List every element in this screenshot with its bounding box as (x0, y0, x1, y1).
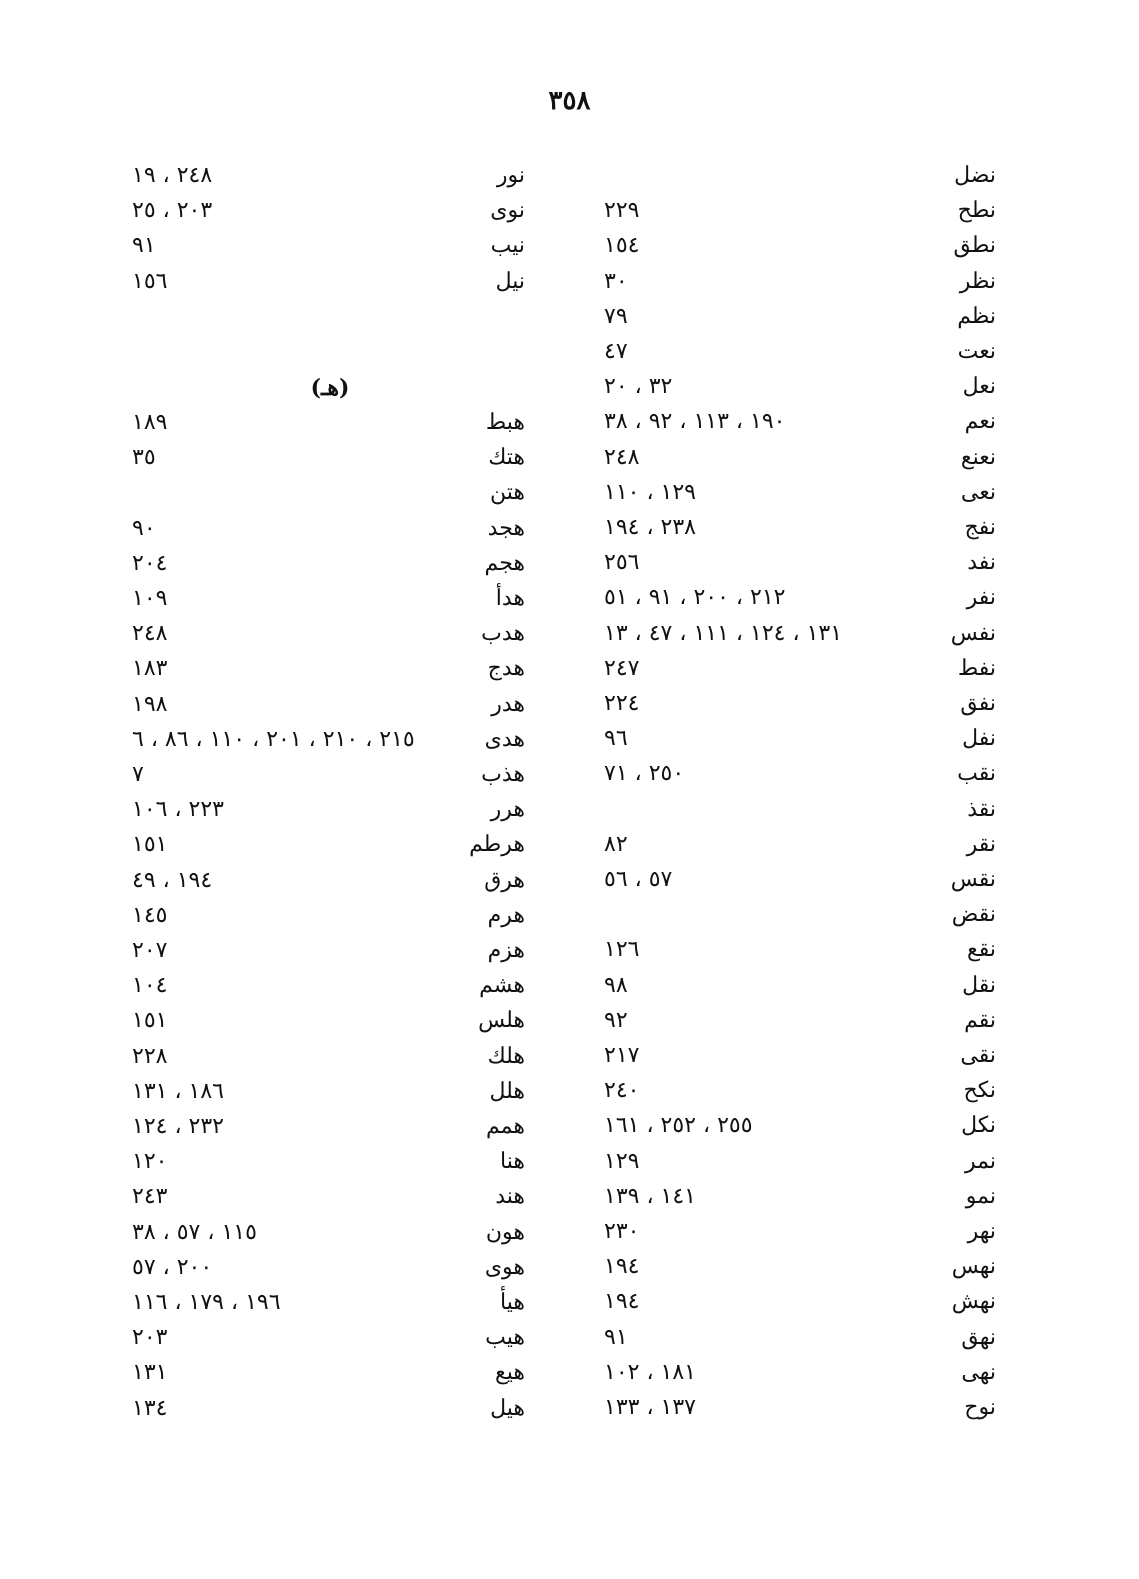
index-page-refs: ١٤٥ (132, 902, 168, 928)
index-root: هرم (487, 902, 525, 928)
index-root: نعى (960, 479, 996, 505)
index-page-refs: ٣٥ (132, 445, 156, 471)
index-root: هتن (490, 480, 525, 506)
index-page-refs: ٢٥٦ (604, 550, 640, 576)
index-root: نيل (495, 268, 525, 294)
index-root: هلل (489, 1078, 525, 1104)
index-page-refs: ٩١ (132, 233, 156, 259)
index-page-refs: ١٣١ (132, 1360, 168, 1386)
index-page-refs: ٢٠٤ (132, 550, 168, 576)
index-page-refs: ٢٥٠ ، ٧١ (604, 761, 685, 787)
index-page-refs: ٩٨ (604, 972, 628, 998)
index-page-refs: ٩٠ (132, 515, 156, 541)
index-page-refs (132, 475, 462, 511)
index-page-refs: ٢٥٥ ، ٢٥٢ ، ١٦١ (604, 1113, 753, 1139)
index-root: هجد (487, 515, 525, 541)
index-root: نمر (965, 1148, 996, 1174)
index-root: هون (485, 1219, 525, 1245)
index-root: نفل (962, 726, 996, 752)
index-root: نقض (951, 902, 996, 928)
index-page-refs: ٩٦ (604, 726, 628, 752)
index-page-refs: ١٣٤ (132, 1395, 168, 1421)
index-page-refs (604, 158, 904, 194)
index-page-refs: ٢٢٣ ، ١٠٦ (132, 797, 224, 823)
index-root: نور (496, 163, 525, 188)
index-root: نقس (950, 867, 996, 892)
index-page-refs: ١٢٦ (604, 937, 640, 963)
index-page-refs: ١١٥ ، ٥٧ ، ٣٨ (132, 1219, 257, 1245)
index-page-refs: ٢٤٧ (604, 655, 640, 681)
index-root: نعت (957, 339, 996, 364)
index-page-refs: ١٨٦ ، ١٣١ (132, 1078, 224, 1104)
index-root: نقى (960, 1043, 996, 1068)
index-root: نفط (957, 655, 996, 681)
index-root: نقل (962, 972, 996, 998)
index-page-refs: ٢٤٨ (604, 444, 640, 470)
index-root: هدر (491, 691, 525, 717)
index-page-refs: ٢٠٣ ، ٢٥ (132, 198, 213, 224)
index-page-refs: ٩١ (604, 1324, 628, 1350)
index-page-refs: ١٨٣ (132, 656, 168, 682)
index-root: نعنع (960, 444, 996, 470)
index-root: هوى (484, 1254, 525, 1280)
index-page-refs: ٢٣٢ ، ١٢٤ (132, 1114, 224, 1139)
index-page-refs: ٢٤٣ (132, 1184, 168, 1210)
index-page-refs: ١٨١ ، ١٠٢ (604, 1359, 696, 1385)
index-root: نهر (967, 1219, 996, 1244)
index-page-refs: ٢٠٠ ، ٥٧ (132, 1254, 213, 1280)
index-root: هدى (484, 726, 525, 752)
index-root: هدأ (495, 586, 525, 611)
index-root: هلك (487, 1043, 525, 1069)
index-root: نيب (490, 233, 525, 259)
index-root: نعل (962, 374, 996, 400)
index-page-refs: ٤٧ (604, 339, 628, 364)
index-page-refs: ١٥٦ (132, 268, 168, 294)
index-root: هزم (487, 938, 525, 963)
index-page-refs: ٢١٧ (604, 1043, 640, 1068)
index-root: نضل (954, 163, 996, 188)
index-root: نفر (966, 585, 996, 611)
index-root: هنا (500, 1149, 525, 1175)
index-root: نفس (950, 620, 996, 646)
index-root: هدب (481, 621, 525, 647)
index-page-refs: ٧٩ (604, 303, 628, 329)
index-root: هيل (490, 1395, 525, 1421)
index-root: نهش (951, 1289, 996, 1315)
index-root: نعم (964, 409, 996, 435)
index-root: هذب (481, 762, 525, 787)
index-page-refs: ٢٢٨ (132, 1043, 168, 1069)
index-page-refs: ١٩٤ ، ٤٩ (132, 867, 213, 893)
index-page-refs: ٢٠٣ (132, 1325, 168, 1351)
index-root: نهى (961, 1359, 996, 1385)
index-page-refs: ٢٤٨ (132, 621, 168, 647)
index-root: نطق (953, 233, 996, 259)
index-root: هرطم (469, 832, 525, 858)
index-page-refs: ٣٠ (604, 268, 628, 294)
index-root: هند (495, 1184, 525, 1210)
index-root: هيع (495, 1360, 525, 1386)
index-root: نهق (961, 1324, 996, 1350)
index-page-refs: ١٣٧ ، ١٣٣ (604, 1395, 696, 1420)
index-root: هيب (485, 1325, 525, 1351)
index-page-refs: ١٩٤ (604, 1254, 640, 1280)
index-page-refs: ١٩٠ ، ١١٣ ، ٩٢ ، ٣٨ (604, 409, 786, 435)
index-page-refs: ١٥١ (132, 832, 168, 858)
index-page-refs: ٥٧ ، ٥٦ (604, 867, 673, 892)
index-root: نظر (959, 268, 996, 294)
index-root: هبط (485, 410, 525, 435)
index-root: نفق (960, 691, 996, 716)
index-page-refs: ١٠٩ (132, 586, 168, 611)
index-root: همم (486, 1114, 525, 1139)
index-page-refs: ١٨٩ (132, 410, 168, 435)
index-root: نكل (961, 1113, 996, 1139)
page-number: ٣٥٨ (548, 86, 591, 116)
index-root: هتك (488, 445, 525, 471)
index-root: نفد (967, 550, 996, 576)
index-page-refs: ٣٢ ، ٢٠ (604, 374, 673, 400)
index-page-refs: ١٣١ ، ١٢٤ ، ١١١ ، ٤٧ ، ١٣ (604, 620, 843, 646)
index-root: نطح (957, 198, 996, 224)
index-page-refs (604, 792, 904, 828)
index-page-refs: ١٢٩ ، ١١٠ (604, 479, 696, 505)
index-root: نوح (964, 1395, 996, 1420)
index-page-refs: ٢١٢ ، ٢٠٠ ، ٩١ ، ٥١ (604, 585, 786, 611)
index-root: نظم (957, 303, 996, 329)
index-page-refs: ١٩٨ (132, 691, 168, 717)
index-page-refs: ٢٢٩ (604, 198, 640, 224)
index-page-refs: ٢٤٨ ، ١٩ (132, 163, 213, 188)
index-root: هلس (478, 1008, 525, 1034)
index-page-refs: ٢٣٠ (604, 1219, 640, 1244)
index-page-refs: ٨٢ (604, 831, 628, 857)
index-page-refs: ٢٠٧ (132, 938, 168, 963)
index-root: نوى (490, 198, 525, 224)
index-root: نقع (967, 937, 996, 963)
index-root: نقذ (967, 796, 996, 822)
index-page-refs: ٢٣٨ ، ١٩٤ (604, 515, 696, 540)
index-page-refs: ١٢٩ (604, 1148, 640, 1174)
index-page-refs: ٢٤٠ (604, 1078, 640, 1104)
index-root: هشم (479, 973, 525, 999)
index-root: نقر (966, 831, 996, 857)
index-page-refs: ٧ (132, 762, 144, 787)
index-page-refs: ٩٢ (604, 1007, 628, 1033)
index-root: نقم (964, 1007, 996, 1033)
index-page-refs: ١٥٤ (604, 233, 640, 259)
index-page-refs: ١٢٠ (132, 1149, 168, 1175)
index-page-refs: ١٩٤ (604, 1289, 640, 1315)
index-root: نقب (957, 761, 996, 787)
index-page-refs: ١٠٤ (132, 973, 168, 999)
index-page-refs: ١٩٦ ، ١٧٩ ، ١١٦ (132, 1290, 281, 1315)
index-page-refs: ٢١٥ ، ٢١٠ ، ٢٠١ ، ١١٠ ، ٨٦ ، ٦ (132, 726, 415, 752)
index-root: هجم (484, 550, 525, 576)
index-page-refs: ٢٢٤ (604, 691, 640, 716)
section-header: (هـ) (310, 375, 350, 401)
index-root: هدج (487, 656, 525, 682)
index-root: هرر (490, 797, 525, 823)
index-root: نمو (965, 1183, 996, 1209)
index-root: هرق (484, 867, 525, 893)
index-page-refs: ١٤١ ، ١٣٩ (604, 1183, 696, 1209)
index-root: نهس (951, 1254, 996, 1280)
index-root: هيأ (500, 1290, 525, 1315)
index-root: نكح (963, 1078, 996, 1104)
index-page-refs (604, 897, 904, 933)
index-root: نفج (964, 515, 996, 540)
index-page-refs: ١٥١ (132, 1008, 168, 1034)
